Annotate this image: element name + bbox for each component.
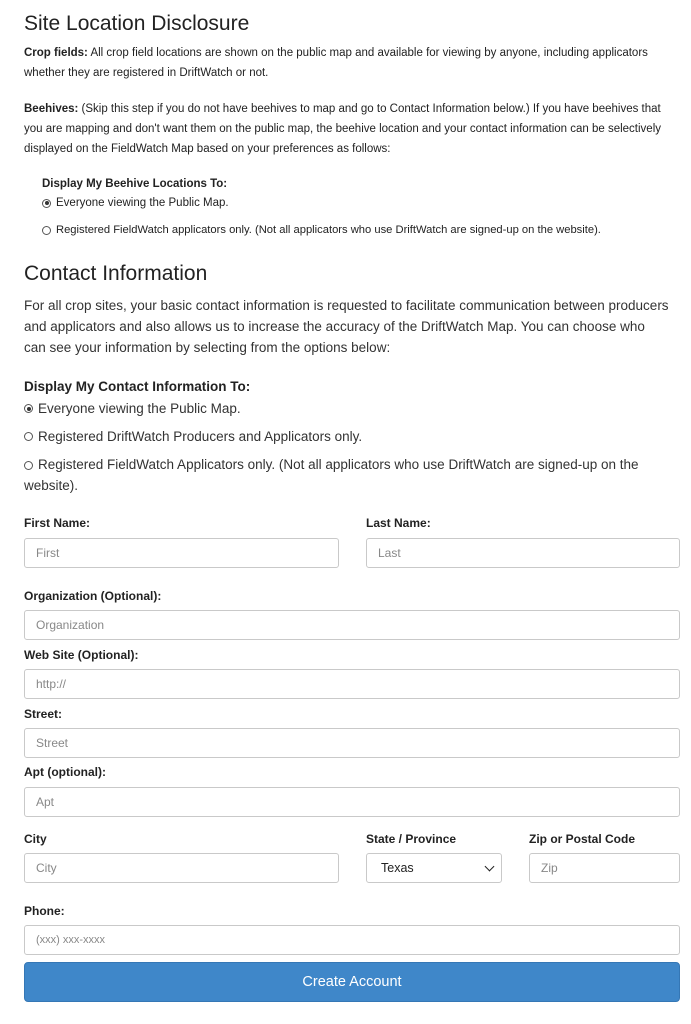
chevron-down-icon [485, 861, 495, 871]
apt-input[interactable] [24, 787, 680, 817]
beehives-label: Beehives: [24, 103, 79, 115]
crop-fields-paragraph [24, 43, 664, 83]
contact-option-fieldwatch-label: Registered FieldWatch Applicators only. (Not all applicators who use DriftWatch are signed-up on the website). [24, 457, 639, 493]
state-label: State / Province [366, 832, 457, 846]
beehive-option-registered-label: Registered FieldWatch applicators only. (Not all applicators who use DriftWatch are signed-up on the website). [56, 224, 601, 236]
city-input[interactable] [24, 853, 339, 883]
beehive-display-label: Display My Beehive Locations To: [42, 178, 228, 190]
street-input[interactable] [24, 728, 680, 758]
radio-button-icon[interactable] [42, 226, 51, 235]
beehives-paragraph [24, 99, 664, 159]
phone-input[interactable] [24, 925, 680, 955]
contact-option-producers[interactable] [24, 426, 362, 447]
beehive-option-public-label: Everyone viewing the Public Map. [56, 197, 229, 209]
beehive-option-registered[interactable] [42, 220, 601, 240]
radio-button-icon[interactable] [42, 199, 51, 208]
state-select[interactable] [366, 853, 502, 883]
crop-fields-text: All crop field locations are shown on the public map and available for viewing by anyone, including applicators whether they are registered in DriftWatch or not. [24, 47, 648, 79]
street-label: Street: [24, 707, 63, 721]
radio-button-icon[interactable] [24, 404, 33, 413]
zip-label: Zip or Postal Code [529, 832, 636, 846]
contact-option-public[interactable] [24, 398, 241, 419]
organization-input[interactable] [24, 610, 680, 640]
contact-display-label: Display My Contact Information To: [24, 379, 251, 394]
apt-label: Apt (optional): [24, 765, 106, 779]
city-label: City [24, 832, 47, 846]
create-account-button[interactable]: Create Account [24, 962, 680, 1002]
first-name-label: First Name: [24, 516, 91, 530]
site-location-title: Site Location Disclosure [24, 12, 250, 35]
website-label: Web Site (Optional): [24, 648, 139, 662]
phone-label: Phone: [24, 904, 65, 918]
beehives-text: (Skip this step if you do not have beehives to map and go to Contact Information below.) If you have beehives that you are mapping and don't want them on the public map, the beehive location and your contact information can be selectively displayed on the FieldWatch Map based on your preferences as follows: [24, 103, 662, 155]
state-select-value: Texas [381, 861, 414, 875]
contact-option-public-label: Everyone viewing the Public Map. [38, 401, 241, 416]
contact-title: Contact Information [24, 262, 208, 285]
radio-button-icon[interactable] [24, 461, 33, 470]
organization-label: Organization (Optional): [24, 589, 162, 603]
website-input[interactable] [24, 669, 680, 699]
beehive-option-public[interactable] [42, 193, 229, 213]
zip-input[interactable] [529, 853, 680, 883]
contact-option-fieldwatch[interactable] [24, 454, 674, 496]
first-name-input[interactable] [24, 538, 339, 568]
contact-description: For all crop sites, your basic contact information is requested to facilitate communication between producers and applicators and also allows us to increase the accuracy of the DriftWatch Map. You can choose who can see your information by selecting from the options below: [24, 298, 669, 355]
last-name-label: Last Name: [366, 516, 431, 530]
crop-fields-label: Crop fields: [24, 47, 88, 59]
contact-option-producers-label: Registered DriftWatch Producers and Applicators only. [38, 429, 363, 444]
last-name-input[interactable] [366, 538, 680, 568]
radio-button-icon[interactable] [24, 432, 33, 441]
